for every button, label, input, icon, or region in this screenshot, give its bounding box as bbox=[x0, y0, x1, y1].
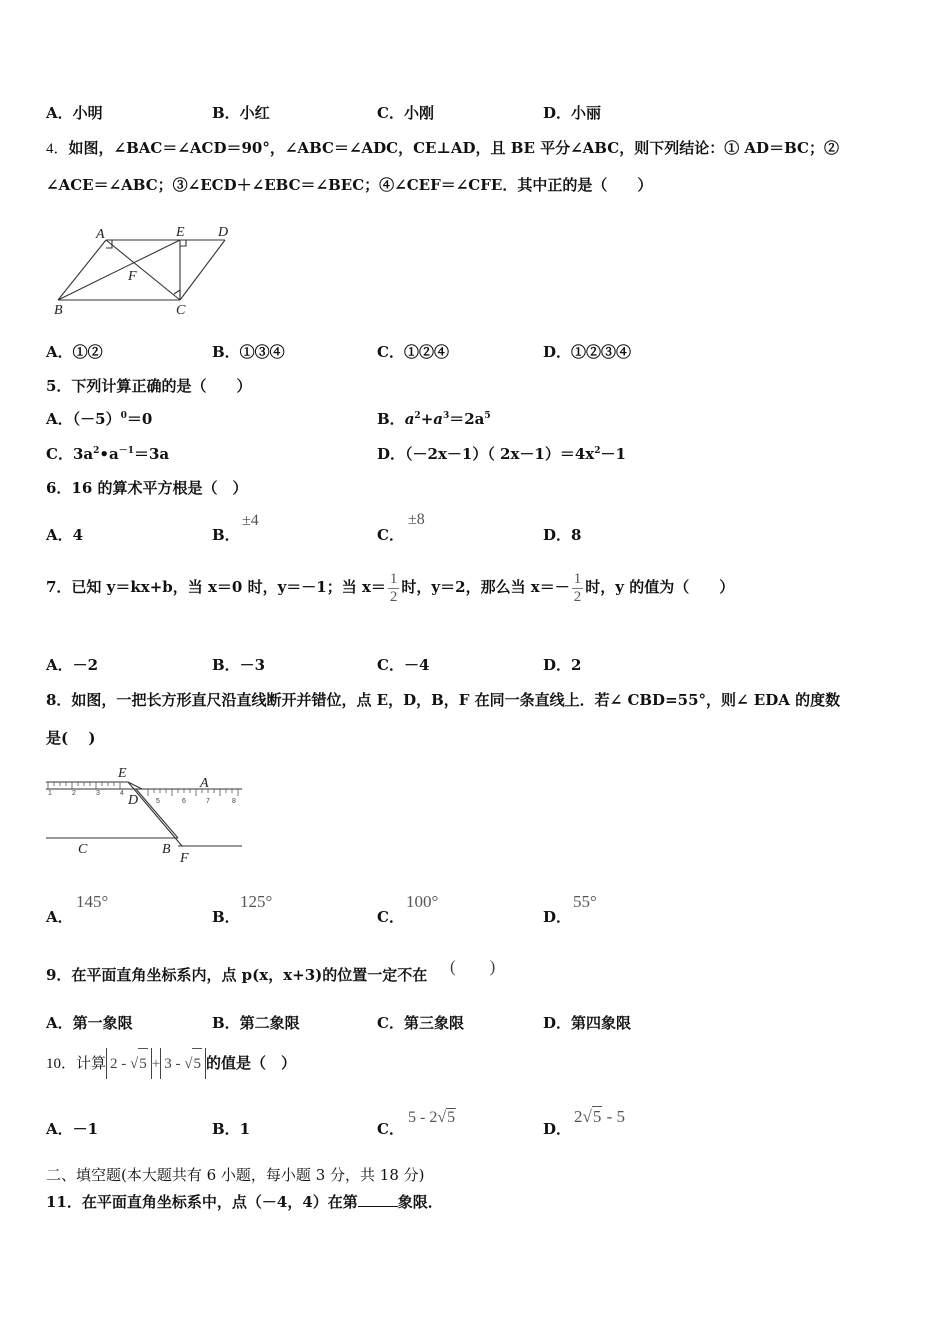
q5-b-label: B． bbox=[377, 410, 405, 428]
q4-option-d: D．①②③④ bbox=[543, 343, 632, 361]
q4-figure bbox=[48, 218, 238, 318]
section-2-heading: 二、填空题(本大题共有 6 小题，每小题 3 分，共 18 分) bbox=[46, 1166, 425, 1184]
q5-c-e2: －1 bbox=[118, 446, 134, 456]
q8-option-c-value: 100° bbox=[406, 892, 439, 911]
q4-text-1: 如图，∠BAC＝∠ACD＝90°，∠ABC＝∠ADC，CE⊥AD，且 BE 平分∠ABC，则下列结论：① AD＝BC；② bbox=[68, 139, 839, 157]
q5-d-tail: －1 bbox=[600, 445, 626, 463]
ruler-num: 2 bbox=[72, 790, 76, 797]
q6-option-b-label: B． bbox=[212, 526, 240, 544]
q5-b-e3: 5 bbox=[484, 411, 491, 421]
q9-paren: ( ) bbox=[450, 957, 496, 976]
q7-part3: 时，y 的值为（ ） bbox=[585, 578, 735, 596]
q5-c-e1: 2 bbox=[93, 446, 100, 456]
q3-option-d: D．小丽 bbox=[543, 104, 602, 122]
q7-frac2-den: 2 bbox=[573, 588, 582, 605]
q10-option-d-value: 2√5 - 5 bbox=[574, 1107, 626, 1126]
q5-option-a bbox=[46, 408, 152, 429]
ruler-num: 5 bbox=[156, 798, 160, 805]
q5-d-text: （－2x－1）（ 2x－1）＝4x bbox=[405, 445, 595, 463]
q8-stem-line1: 8．如图，一把长方形直尺沿直线断开并错位，点 E，D，B，F 在同一条直线上．若∠ CBD=55°，则∠ EDA 的度数 bbox=[46, 691, 841, 709]
q5-d-e1: 2 bbox=[594, 446, 601, 456]
q4-number: 4． bbox=[46, 141, 69, 157]
q10-abs2-root: 5 bbox=[192, 1048, 202, 1079]
q10-post: 的值是（ ） bbox=[205, 1054, 296, 1072]
q5-option-d bbox=[377, 443, 626, 464]
label-b: B bbox=[54, 303, 63, 318]
q10-d-b: - 5 bbox=[602, 1107, 626, 1126]
q10-c-root: 5 bbox=[447, 1109, 456, 1126]
q5-c-mid: •a bbox=[99, 445, 119, 463]
q7-fraction-1 bbox=[388, 571, 400, 606]
q6-option-c-label: C． bbox=[377, 526, 404, 544]
q3-option-c: C．小刚 bbox=[377, 104, 434, 122]
line-db bbox=[136, 789, 178, 838]
q7-fraction-2 bbox=[572, 571, 584, 606]
q10-plus: + bbox=[151, 1056, 161, 1072]
q8-figure bbox=[44, 762, 249, 867]
q6-option-c-value: ±8 bbox=[408, 511, 425, 528]
label-b: B bbox=[162, 842, 171, 857]
q5-c-text: 3a bbox=[72, 445, 94, 463]
line-dc bbox=[180, 240, 225, 300]
label-d: D bbox=[128, 793, 139, 808]
q6-option-d: D．8 bbox=[543, 526, 582, 544]
q5-b-text: a bbox=[404, 410, 415, 428]
q10-stem bbox=[46, 1048, 296, 1079]
q8-option-d-label: D． bbox=[543, 908, 572, 926]
q10-d-root: 5 bbox=[592, 1107, 602, 1126]
line-edbf bbox=[128, 782, 182, 846]
q4-option-a: A．①② bbox=[46, 343, 103, 361]
q7-frac1-num: 1 bbox=[389, 570, 398, 587]
q11-stem bbox=[46, 1191, 443, 1212]
q5-b-e2: 3 bbox=[442, 411, 450, 421]
q11-answer-blank[interactable] bbox=[358, 1206, 398, 1207]
q10-option-d-label: D． bbox=[543, 1120, 572, 1138]
right-angle-c bbox=[174, 290, 180, 296]
q5-c-tail: ＝3a bbox=[133, 445, 170, 463]
q8-option-d-value: 55° bbox=[573, 892, 597, 911]
q11-pre: 11．在平面直角坐标系中，点（－4，4）在第 bbox=[46, 1193, 358, 1211]
q10-option-c-label: C． bbox=[377, 1120, 404, 1138]
q10-abs-2: 3 - √5 bbox=[160, 1048, 206, 1079]
q6-stem: 6．16 的算术平方根是（ ） bbox=[46, 479, 248, 497]
q6-option-a: A．4 bbox=[46, 526, 84, 544]
q10-pre: 10．计算 bbox=[46, 1056, 107, 1072]
q7-part2: 时，y＝2，那么当 x＝－ bbox=[401, 578, 570, 596]
q5-option-c bbox=[46, 443, 169, 464]
q10-abs1-root: 5 bbox=[138, 1048, 148, 1079]
q7-option-a: A．－2 bbox=[46, 656, 99, 674]
q7-part1: 7．已知 y＝kx+b，当 x＝0 时，y＝－1；当 x＝ bbox=[46, 578, 386, 596]
line-ab bbox=[58, 240, 106, 300]
q9-option-b: B．第二象限 bbox=[212, 1014, 300, 1032]
label-a: A bbox=[200, 776, 209, 791]
label-e: E bbox=[118, 766, 127, 781]
q9-option-c: C．第三象限 bbox=[377, 1014, 464, 1032]
ruler-num: 4 bbox=[120, 790, 124, 797]
q5-b-e1: 2 bbox=[414, 411, 421, 421]
q8-option-b-label: B． bbox=[212, 908, 240, 926]
q5-a-label: A． bbox=[46, 410, 73, 428]
q8-stem-line2: 是( ) bbox=[46, 729, 96, 747]
q6-option-b-value: ±4 bbox=[242, 512, 259, 529]
line-be bbox=[58, 240, 180, 300]
q3-option-b: B．小红 bbox=[212, 104, 270, 122]
q7-frac1-den: 2 bbox=[389, 588, 398, 605]
line-ac bbox=[106, 240, 180, 300]
q7-stem bbox=[46, 570, 734, 606]
q10-abs2-a: 3 - bbox=[164, 1056, 181, 1072]
q7-option-b: B．－3 bbox=[212, 656, 266, 674]
q9-stem: 9．在平面直角坐标系内，点 p(x，x+3)的位置一定不在 bbox=[46, 966, 428, 984]
q9-option-d: D．第四象限 bbox=[543, 1014, 632, 1032]
label-f: F bbox=[128, 269, 137, 284]
q5-option-b bbox=[377, 408, 491, 429]
q8-option-a-label: A． bbox=[46, 908, 73, 926]
q5-stem: 5．下列计算正确的是（ ） bbox=[46, 377, 252, 395]
q5-a-exp: 0 bbox=[120, 411, 127, 421]
q5-c-label: C． bbox=[46, 445, 73, 463]
label-c: C bbox=[176, 303, 186, 318]
q10-c-a: 5 - 2 bbox=[408, 1109, 438, 1126]
ruler-num: 3 bbox=[96, 790, 100, 797]
q7-frac2-num: 1 bbox=[573, 570, 582, 587]
q11-post: 象限． bbox=[397, 1193, 443, 1211]
ruler-num: 8 bbox=[232, 798, 236, 805]
q4-stem-line2: ∠ACE＝∠ABC；③∠ECD＋∠EBC＝∠BEC；④∠CEF＝∠CFE．其中正的是（ ） bbox=[46, 176, 653, 194]
q4-option-c: C．①②④ bbox=[377, 343, 449, 361]
label-f: F bbox=[180, 851, 189, 866]
q8-option-b-value: 125° bbox=[240, 892, 273, 911]
q3-option-a: A．小明 bbox=[46, 104, 103, 122]
ruler-num: 7 bbox=[206, 798, 210, 805]
right-angle-e bbox=[180, 240, 186, 246]
q5-a-text: （－5） bbox=[72, 410, 121, 428]
q10-abs1-a: 2 - bbox=[110, 1056, 127, 1072]
ruler-num: 6 bbox=[182, 798, 186, 805]
q10-option-c-value: 5 - 2√5 bbox=[408, 1109, 456, 1126]
q8-option-c-label: C． bbox=[377, 908, 404, 926]
label-a: A bbox=[96, 227, 105, 242]
q4-stem-line1 bbox=[46, 137, 839, 158]
q5-a-tail: ＝0 bbox=[126, 410, 153, 428]
q10-option-b: B．1 bbox=[212, 1120, 251, 1138]
label-d: D bbox=[218, 225, 229, 240]
q10-option-a: A．－1 bbox=[46, 1120, 99, 1138]
q7-option-c: C．－4 bbox=[377, 656, 430, 674]
q4-option-b: B．①③④ bbox=[212, 343, 285, 361]
ruler-num: 1 bbox=[48, 790, 52, 797]
q5-b-eq: ＝2a bbox=[449, 410, 485, 428]
label-c: C bbox=[78, 842, 88, 857]
label-e: E bbox=[176, 225, 185, 240]
q8-option-a-value: 145° bbox=[76, 892, 109, 911]
q10-abs-1: 2 - √5 bbox=[106, 1048, 152, 1079]
q5-d-label: D． bbox=[377, 445, 406, 463]
q9-option-a: A．第一象限 bbox=[46, 1014, 133, 1032]
q5-b-mid: +a bbox=[420, 410, 443, 428]
ruler-top-join bbox=[128, 782, 142, 789]
q10-d-a: 2 bbox=[574, 1107, 583, 1126]
q7-option-d: D．2 bbox=[543, 656, 582, 674]
